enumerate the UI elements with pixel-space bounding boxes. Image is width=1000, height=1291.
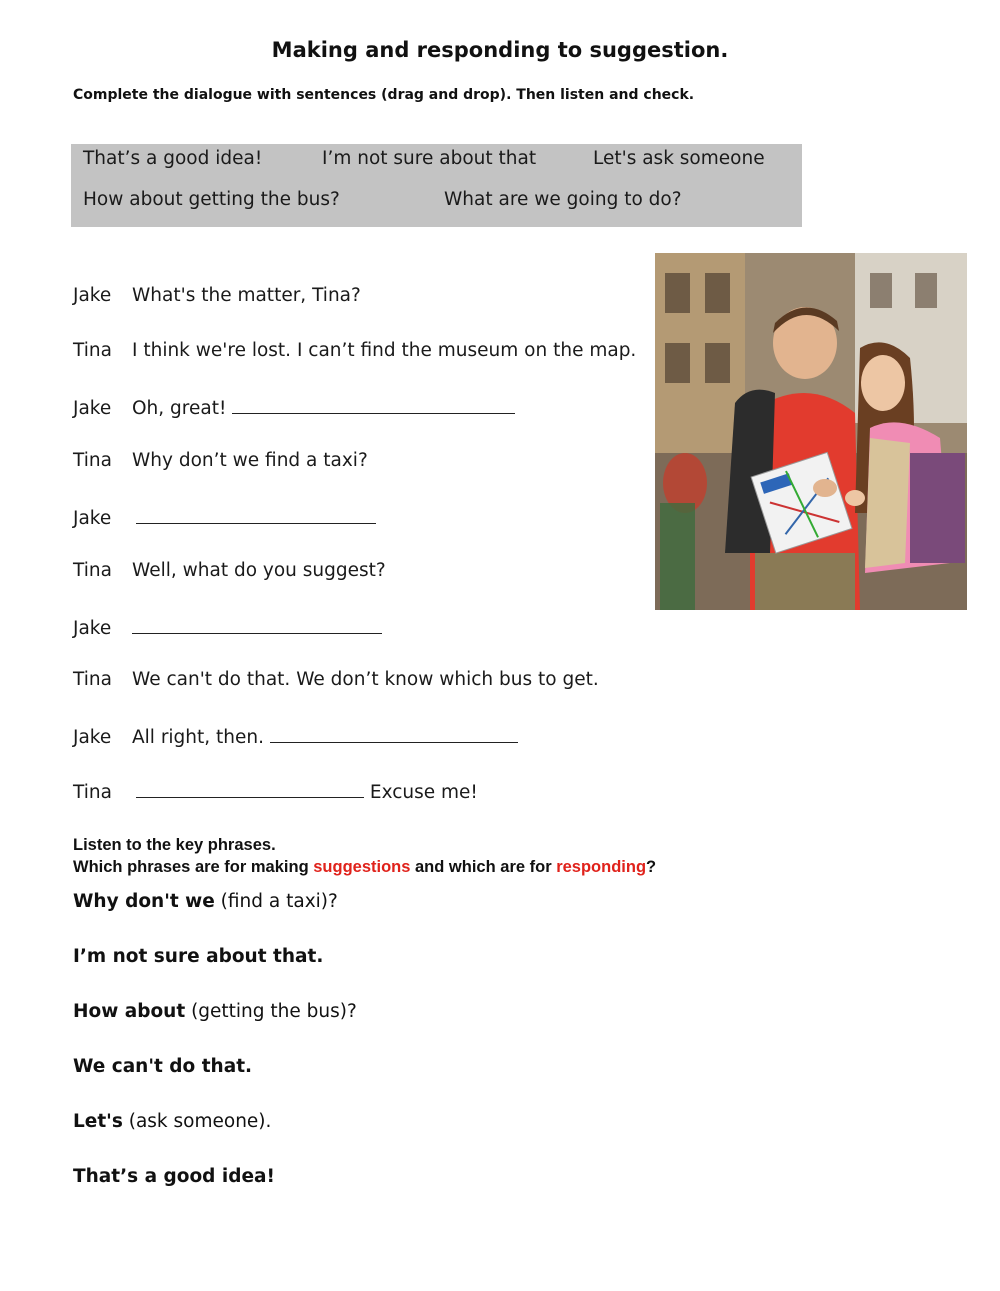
key-phrase-1	[73, 891, 338, 912]
dialogue-text: Why don’t we find a taxi?	[132, 450, 368, 471]
dialogue-text: What's the matter, Tina?	[132, 285, 361, 306]
key-phrase-bold: That’s a good idea!	[73, 1166, 275, 1187]
key-phrase-4	[73, 1056, 252, 1077]
photo-teens-with-map	[655, 253, 967, 610]
dialogue-text: I think we're lost. I can’t find the museum on the map.	[132, 340, 637, 361]
key-phrase-bold: Why don't we	[73, 891, 215, 912]
speaker-name: Tina	[73, 560, 112, 581]
speaker-name: Jake	[73, 285, 112, 306]
speaker-name: Jake	[73, 398, 112, 419]
dialogue-text: Oh, great!	[132, 398, 227, 419]
drop-blank-3[interactable]	[132, 615, 382, 634]
dialogue-line-3	[73, 395, 515, 419]
speaker-name: Tina	[73, 782, 112, 803]
dialogue-line-5	[73, 505, 376, 529]
keyword-responding: responding	[556, 858, 647, 876]
dialogue-line-6	[73, 560, 386, 581]
speaker-name: Jake	[73, 508, 112, 529]
dialogue-line-2	[73, 340, 636, 361]
word-chip-getting-bus[interactable]: How about getting the bus?	[83, 189, 340, 210]
instructions: Complete the dialogue with sentences (drag and drop). Then listen and check.	[73, 87, 695, 103]
drop-blank-4[interactable]	[270, 724, 518, 743]
dialogue-line-9	[73, 724, 518, 748]
key-phrase-bold: We can't do that.	[73, 1056, 253, 1077]
word-chip-ask-someone[interactable]: Let's ask someone	[593, 148, 765, 169]
dialogue-line-4	[73, 450, 368, 471]
dialogue-text: Well, what do you suggest?	[132, 560, 386, 581]
word-chip-not-sure[interactable]: I’m not sure about that	[322, 148, 537, 169]
speaker-name: Tina	[73, 669, 112, 690]
key-phrase-bold: How about	[73, 1001, 186, 1022]
keyword-suggestions: suggestions	[313, 858, 411, 876]
speaker-name: Tina	[73, 340, 112, 361]
drop-blank-2[interactable]	[136, 505, 376, 524]
key-phrase-3	[73, 1001, 357, 1022]
key-phrase-rest: (ask someone).	[122, 1111, 272, 1132]
dialogue-line-7	[73, 615, 382, 639]
key-phrase-rest: (getting the bus)?	[185, 1001, 357, 1022]
key-phrase-rest: (find a taxi)?	[214, 891, 338, 912]
dialogue-text: We can't do that. We don’t know which bus to get.	[132, 669, 599, 690]
key-phrase-bold: Let's	[73, 1111, 123, 1132]
listen-text: Which phrases are for making	[73, 858, 314, 876]
drop-blank-1[interactable]	[232, 395, 515, 414]
word-bank	[71, 144, 802, 227]
drop-blank-5[interactable]	[136, 779, 364, 798]
listen-text: and which are for	[410, 858, 557, 876]
listen-line-1: Listen to the key phrases.	[73, 836, 276, 854]
key-phrase-2	[73, 946, 323, 967]
dialogue-line-8	[73, 669, 599, 690]
dialogue-text: Excuse me!	[369, 782, 478, 803]
listen-instructions	[73, 834, 656, 878]
speaker-name: Jake	[73, 618, 112, 639]
dialogue-line-10	[73, 779, 478, 803]
word-chip-what-do[interactable]: What are we going to do?	[444, 189, 682, 210]
listen-text: ?	[646, 858, 657, 876]
speaker-name: Tina	[73, 450, 112, 471]
key-phrase-5	[73, 1111, 271, 1132]
page-title: Making and responding to suggestion.	[271, 38, 729, 62]
dialogue-line-1	[73, 285, 361, 306]
speaker-name: Jake	[73, 727, 112, 748]
dialogue-text: All right, then.	[132, 727, 265, 748]
key-phrase-bold: I’m not sure about that.	[73, 946, 324, 967]
key-phrase-6	[73, 1166, 275, 1187]
word-chip-good-idea[interactable]: That’s a good idea!	[83, 148, 263, 169]
